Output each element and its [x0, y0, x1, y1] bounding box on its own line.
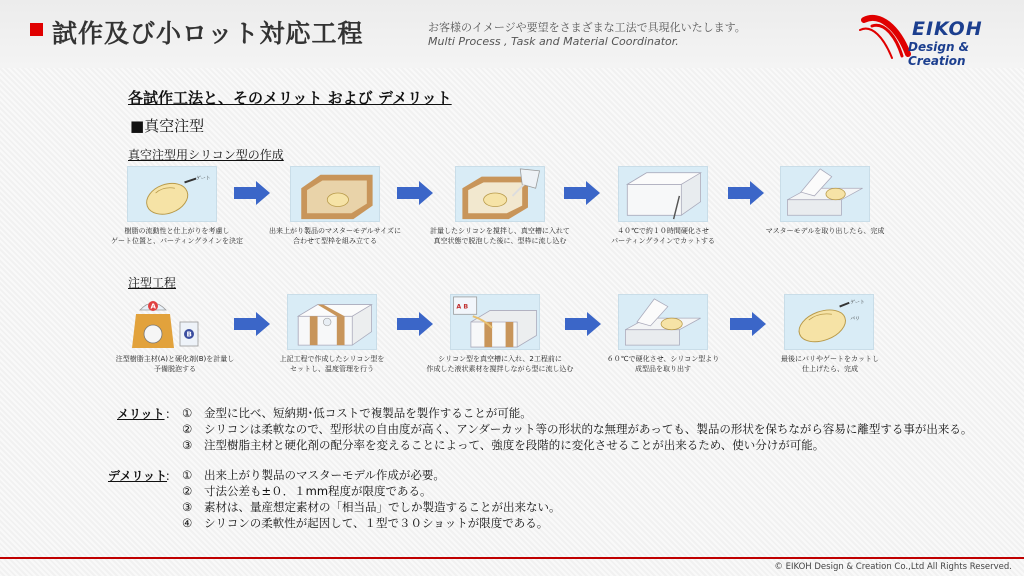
step-resin-weigh — [126, 294, 216, 350]
demerit-item: ① 出来上がり製品のマスターモデル作成が必要。 — [182, 468, 445, 482]
merit-item: ② シリコンは柔軟なので、型形状の自由度が高く、アンダーカット等の形状的な無理があっても、製品の形状を保ちながら容易に離型する事が出来る。 — [182, 422, 973, 436]
gate-label: ゲート — [850, 300, 865, 306]
demerit-colon: ： — [165, 469, 178, 483]
step-mold-open — [618, 294, 708, 350]
burr-label: バリ — [850, 317, 860, 323]
arrow-right-icon — [726, 180, 766, 206]
badge-b: B — [186, 330, 192, 339]
arrow-right-icon — [395, 180, 435, 206]
section-title: 各試作工法と、そのメリット および デメリット — [128, 89, 452, 107]
arrow-right-icon — [728, 311, 768, 337]
arrow-right-icon — [395, 311, 435, 337]
resin-pour-icon — [451, 295, 539, 349]
footer-divider — [0, 557, 1024, 559]
step-caption: 上記工程で作成したシリコン型を セットし、温度管理を行う — [279, 355, 385, 373]
row-label-casting: 注型工程 — [128, 276, 177, 290]
arrow-right-icon — [563, 311, 603, 337]
logo-subtitle: Design & Creation — [908, 40, 970, 68]
step-finishing — [784, 294, 874, 350]
step-caption: シリコン型を真空槽に入れ、2工程前に 作成した液状素材を撹拌しながら型に流し込む — [426, 355, 574, 373]
merit-item: ① 金型に比べ、短納期･低コストで複製品を製作することが可能。 — [182, 406, 532, 420]
silicone-pour-icon — [456, 167, 544, 221]
merit-item: ③ 注型樹脂主材と硬化剤の配分率を変えることによって、強度を段階的に変化させることが出来るため、使い分けが可能。 — [182, 438, 825, 452]
step-silicone-pour — [455, 166, 545, 222]
master-removal-icon — [781, 167, 869, 221]
silicone-block-cut-icon — [619, 167, 707, 221]
row-label-silicone-mold: 真空注型用シリコン型の作成 — [128, 148, 284, 162]
step-caption: 最後にバリやゲートをカットし 仕上げたら、完成 — [781, 355, 879, 373]
demerit-label: デメリット — [108, 469, 168, 483]
step-caption: ６０℃で硬化させ、シリコン型より 成型品を取り出す — [606, 355, 720, 373]
step-mold-frame — [290, 166, 380, 222]
step-caption: 計量したシリコンを撹拌し、真空槽に入れて 真空状態で脱泡した後に、型枠に流し込む — [430, 227, 570, 245]
title-bullet-icon — [30, 23, 43, 36]
resin-ab-label: A B — [456, 303, 469, 311]
step-mold-assembly — [287, 294, 377, 350]
gate-label: ゲート — [196, 176, 211, 182]
method-title: ■真空注型 — [130, 117, 205, 135]
step-caption: ４０℃で約１０時間硬化させ パーティングラインでカットする — [611, 227, 715, 245]
copyright-text: © EIKOH Design & Creation Co.,Ltd All Rights Reserved. — [774, 562, 1012, 572]
step-master-removal — [780, 166, 870, 222]
step-caption: 出来上がり製品のマスターモデルサイズに 合わせて型枠を組み立てる — [268, 227, 402, 245]
merit-label: メリット — [117, 407, 165, 421]
page-title: 試作及び小ロット対応工程 — [52, 19, 364, 48]
step-caption: 注型樹脂主材(A)と硬化剤(B)を計量し 予備脱泡する — [115, 355, 235, 373]
mouse-master-model-icon — [128, 167, 216, 221]
resin-scale-icon — [126, 294, 216, 350]
step-master-model — [127, 166, 217, 222]
arrow-right-icon — [562, 180, 602, 206]
demerit-item: ④ シリコンの柔軟性が起因して、１型で３０ショットが限度である。 — [182, 516, 549, 530]
logo-wordmark: EIKOH — [912, 18, 983, 40]
demerit-item: ③ 素材は、量産想定素材の「相当品」でしか製造することが出来ない。 — [182, 500, 561, 514]
step-caption: マスターモデルを取り出したら、完成 — [765, 227, 885, 235]
arrow-right-icon — [232, 180, 272, 206]
company-logo — [858, 10, 1018, 66]
badge-a: A — [150, 302, 156, 311]
tagline-english: Multi Process , Task and Material Coordinator. — [428, 35, 679, 48]
step-caption: 樹脂の流動性と仕上がりを考慮し ゲート位置と、パーティングラインを決定 — [110, 227, 244, 245]
finished-mouse-icon — [785, 295, 873, 349]
mold-frame-icon — [291, 167, 379, 221]
demerit-item: ② 寸法公差も±０．１mm程度が限度である。 — [182, 484, 432, 498]
header — [0, 0, 1024, 68]
step-cure-cut — [618, 166, 708, 222]
step-resin-pour — [450, 294, 540, 350]
mold-open-icon — [619, 295, 707, 349]
tagline-japanese: お客様のイメージや要望をさまざまな工法で具現化いたします。 — [428, 21, 746, 34]
mold-assembly-icon — [288, 295, 376, 349]
merit-colon: ： — [165, 407, 178, 421]
arrow-right-icon — [232, 311, 272, 337]
